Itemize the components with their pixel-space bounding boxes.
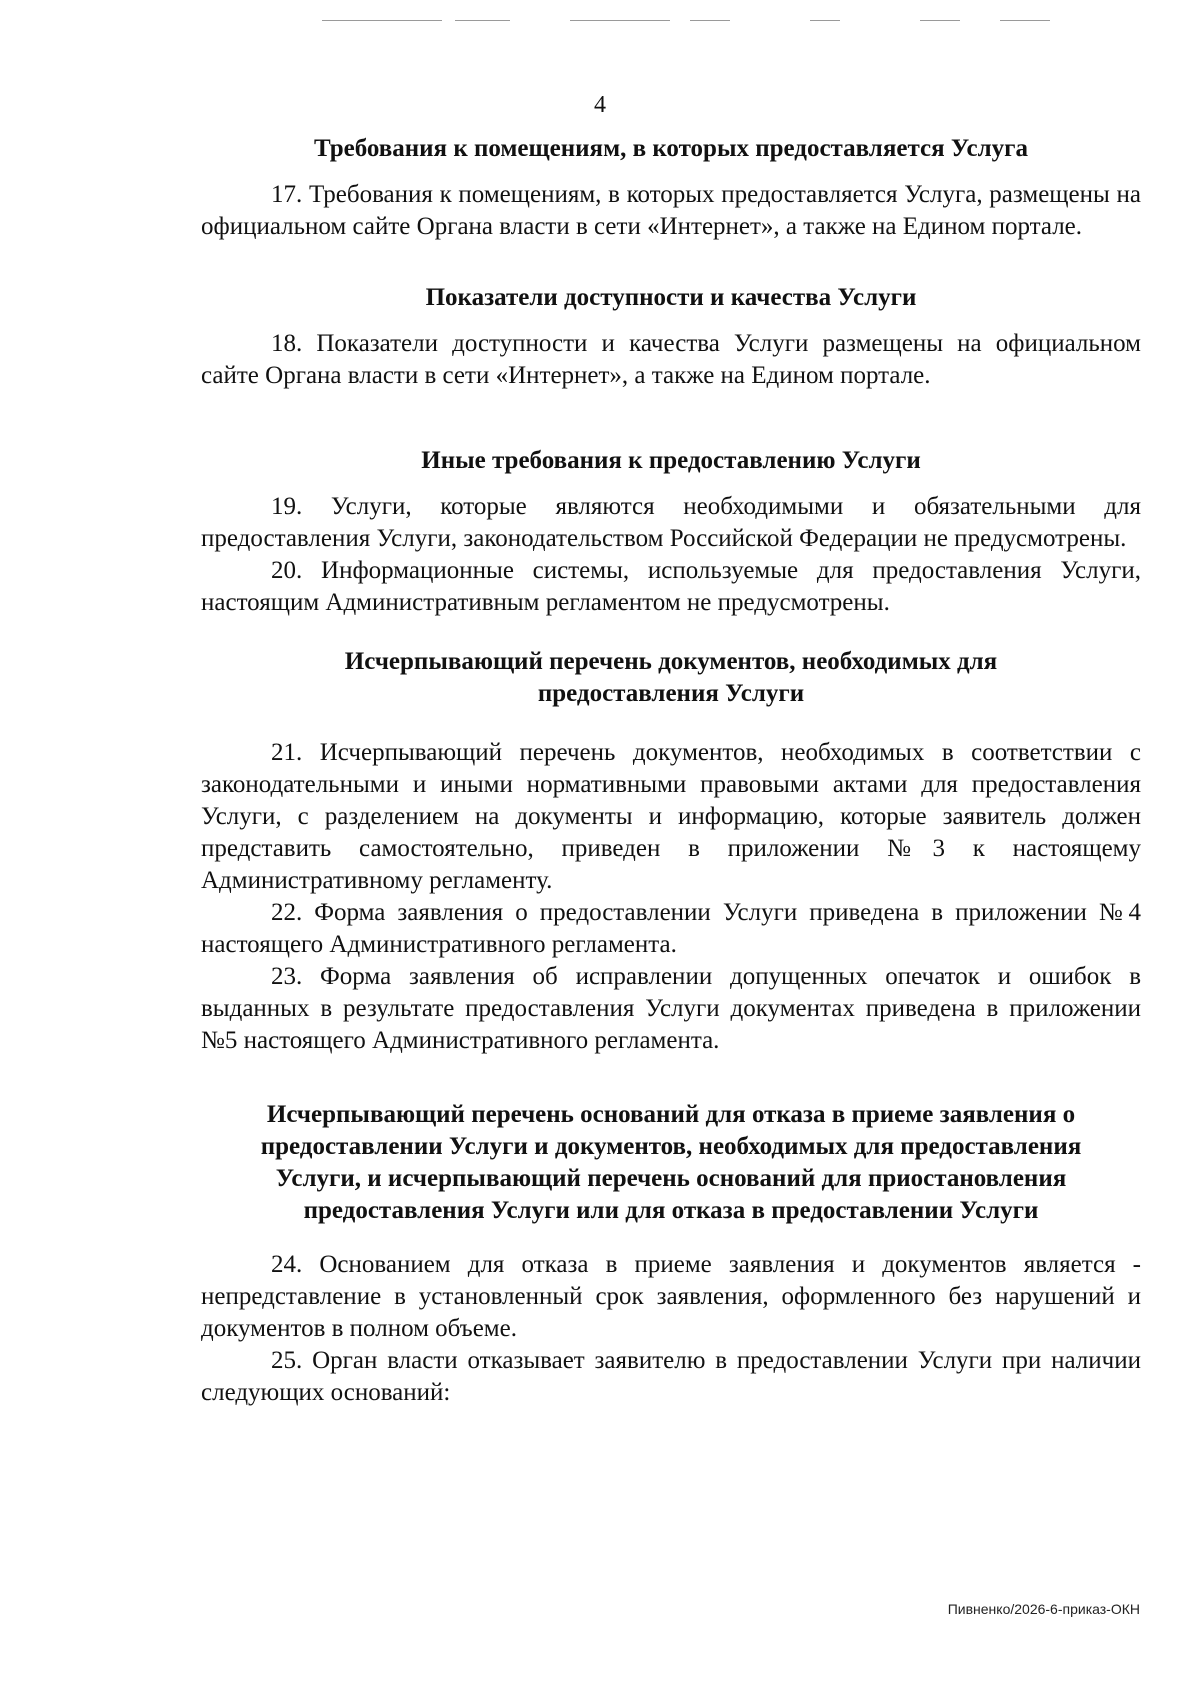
scan-artifact-line (570, 20, 670, 21)
heading-line: предоставлении Услуги и документов, необходимых для предоставления (260, 1133, 1082, 1160)
document-footer-code: Пивненко/2026-6-приказ-ОКН (947, 1601, 1140, 1617)
paragraph-21: 21. Исчерпывающий перечень документов, необходимых в соответствии с законодательными и иными нормативными правовыми актами для предоставления Услуги, с разделением на документы и информацию, которые заявитель должен представить самостоятельно, приведен в приложении №3 к настоящему Административному регламенту. (201, 739, 1141, 894)
scan-artifact-line (920, 20, 960, 21)
heading-line: Исчерпывающий перечень документов, необходимых для (344, 648, 998, 675)
section-heading-documents-list (201, 646, 1141, 710)
scan-artifact-line (1000, 20, 1050, 21)
paragraph-17: 17. Требования к помещениям, в которых предоставляется Услуга, размещены на официальном сайте Органа власти в сети «Интернет», а также на Едином портале. (201, 181, 1141, 240)
paragraph-24: 24. Основанием для отказа в приеме заявления и документов является - непредставление в установленный срок заявления, оформленного без нарушений и документов в полном объеме. (201, 1251, 1141, 1342)
section-heading-refusal-grounds (201, 1099, 1141, 1227)
heading-line: предоставления Услуги или для отказа в предоставлении Услуги (303, 1197, 1039, 1224)
paragraph-18: 18. Показатели доступности и качества Услуги размещены на официальном сайте Органа власти в сети «Интернет», а также на Едином портале. (201, 330, 1141, 389)
heading-line: Услуги, и исчерпывающий перечень оснований для приостановления (275, 1165, 1067, 1192)
scan-artifact-line (322, 20, 442, 21)
heading-line: Исчерпывающий перечень оснований для отказа в приеме заявления о (266, 1101, 1076, 1128)
page-number: 4 (594, 92, 606, 118)
paragraph-23: 23. Форма заявления об исправлении допущенных опечаток и ошибок в выданных в результате предоставления Услуги документах приведена в приложении №5 настоящего Административного регламента. (201, 963, 1141, 1054)
paragraph-20: 20. Информационные системы, используемые для предоставления Услуги, настоящим Административным регламентом не предусмотрены. (201, 557, 1141, 616)
document-body (201, 133, 1141, 1409)
scan-artifact-line (690, 20, 730, 21)
scan-artifact-line (810, 20, 840, 21)
paragraph-22: 22. Форма заявления о предоставлении Услуги приведена в приложении №4 настоящего Административного регламента. (201, 899, 1141, 958)
scan-artifact-line (455, 20, 510, 21)
section-heading-premises: Требования к помещениям, в которых предоставляется Услуга (313, 135, 1029, 162)
heading-line: предоставления Услуги (537, 680, 805, 707)
section-heading-accessibility: Показатели доступности и качества Услуги (425, 284, 917, 311)
paragraph-19: 19. Услуги, которые являются необходимыми и обязательными для предоставления Услуги, законодательством Российской Федерации не предусмотрены. (201, 493, 1141, 552)
section-heading-other-requirements: Иные требования к предоставлению Услуги (421, 447, 921, 474)
paragraph-25: 25. Орган власти отказывает заявителю в предоставлении Услуги при наличии следующих оснований: (201, 1347, 1141, 1406)
